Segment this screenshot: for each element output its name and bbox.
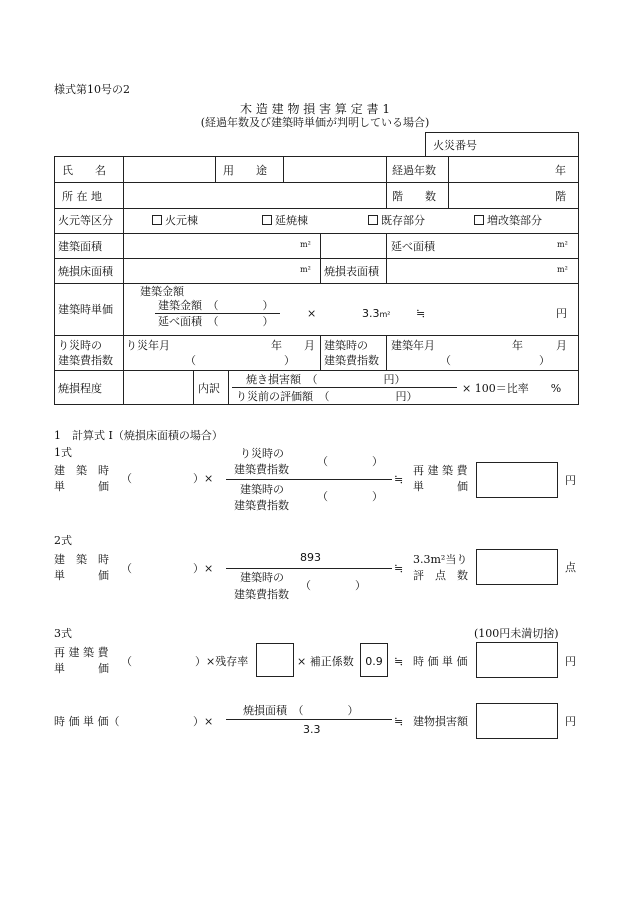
year-label: 年 xyxy=(271,339,282,352)
built-cost-index-label-2: 建築費指数 xyxy=(324,354,379,367)
approx-sign: ≒ xyxy=(394,473,404,486)
floors-label: 階 数 xyxy=(392,190,436,203)
approx-sign: ≒ xyxy=(394,562,404,575)
form-subtitle: (経過年数及び建築時単価が判明している場合) xyxy=(200,116,430,129)
burnt-surface-area-label: 焼損表面積 xyxy=(324,265,379,278)
f2-right-2: 評 点 数 xyxy=(413,569,468,582)
m2-unit: m² xyxy=(300,240,311,249)
open-paren: （ xyxy=(121,562,132,575)
fire-cost-index-label-2: 建築費指数 xyxy=(58,354,113,367)
f1-denominator-2: 建築費指数 xyxy=(234,499,289,512)
elapsed-years-label: 経過年数 xyxy=(392,164,436,177)
formula-2-left-1: 建 築 時 xyxy=(54,553,109,566)
unit-price-label: 建築時単価 xyxy=(58,303,113,316)
form-title: 木 造 建 物 損 害 算 定 書 1 xyxy=(240,102,390,116)
construction-amount: 建築金額 xyxy=(140,285,184,298)
f1-right-2: 単 価 xyxy=(413,480,468,493)
f2-numerator: 893 xyxy=(300,551,321,564)
approx-sign: ≒ xyxy=(394,715,404,728)
building-damage-box[interactable] xyxy=(476,703,558,739)
usage-label: 用 途 xyxy=(223,164,267,177)
f1-denominator-paren: （ ） xyxy=(317,490,383,503)
yen-unit: 円 xyxy=(565,474,576,487)
approx-sign: ≒ xyxy=(394,655,404,668)
correction-value: 0.9 xyxy=(365,655,383,668)
built-cost-index-label: 建築時の xyxy=(324,339,368,352)
yen-unit: 円 xyxy=(565,715,576,728)
f4-right: 建物損害額 xyxy=(413,715,468,728)
construction-amount-numerator: 建築金額 （ ） xyxy=(158,299,274,312)
times-sign: × xyxy=(307,307,317,320)
breakdown-label: 内訳 xyxy=(198,382,220,395)
f4-left: 時 価 単 価（ xyxy=(54,715,120,728)
formula-1-left-1: 建 築 時 xyxy=(54,464,109,477)
pre-fire-value: り災前の評価額 （ 円） xyxy=(236,390,418,403)
damage-degree-label: 焼損程度 xyxy=(58,382,102,395)
residual-rate: ）×残存率 xyxy=(195,655,249,668)
f1-denominator-1: 建築時の xyxy=(240,483,284,496)
origin-label: 火元等区分 xyxy=(58,214,113,227)
close-times: ）× xyxy=(193,562,214,575)
built-year-month: 建築年月 xyxy=(391,339,435,352)
usage-field[interactable] xyxy=(284,157,386,182)
burnt-floor-area-label: 焼損床面積 xyxy=(58,265,113,278)
month-label: 月 xyxy=(556,339,567,352)
checkbox-spread[interactable]: 延焼棟 xyxy=(262,215,308,226)
open-paren: （ xyxy=(121,655,132,668)
checkbox-icon xyxy=(152,215,162,225)
f1-numerator-2: 建築費指数 xyxy=(234,463,289,476)
rounding-note: (100円未満切捨) xyxy=(474,627,559,640)
fire-index-paren: （ ） xyxy=(185,354,295,367)
approx-sign: ≒ xyxy=(416,307,426,320)
checkbox-origin[interactable]: 火元棟 xyxy=(152,215,198,226)
close-times: ）× xyxy=(193,715,214,728)
checkbox-extension[interactable]: 増改築部分 xyxy=(474,215,542,226)
year-label: 年 xyxy=(512,339,523,352)
f2-denominator-1: 建築時の xyxy=(240,571,284,584)
month-label: 月 xyxy=(304,339,315,352)
name-label: 氏 名 xyxy=(62,164,106,177)
yen-unit: 円 xyxy=(565,655,576,668)
coefficient-33: 3.3m² xyxy=(362,307,391,320)
formula-3-left-2: 単 価 xyxy=(54,662,109,675)
f1-numerator-paren: （ ） xyxy=(317,455,383,468)
burn-damage-amount: 焼き損害額 （ 円） xyxy=(246,373,406,386)
m2-unit: m² xyxy=(300,265,311,274)
close-times: ）× xyxy=(193,472,214,485)
f2-denominator-paren: （ ） xyxy=(300,579,366,592)
m2-unit: m² xyxy=(557,265,568,274)
formula-2-left-2: 単 価 xyxy=(54,569,109,582)
total-floor-area-label: 延べ面積 xyxy=(391,240,435,253)
rebuild-unit-price-box[interactable] xyxy=(476,462,558,498)
residual-rate-box[interactable] xyxy=(256,643,294,677)
f1-numerator-1: り災時の xyxy=(240,447,284,460)
m2-unit: m² xyxy=(557,240,568,249)
total-area-denominator: 延べ面積 （ ） xyxy=(158,315,274,328)
floor-unit: 階 xyxy=(555,190,566,203)
checkbox-icon xyxy=(262,215,272,225)
building-area-label: 建築面積 xyxy=(58,240,102,253)
year-unit: 年 xyxy=(555,164,566,177)
formula-1-left-2: 単 価 xyxy=(54,480,109,493)
yen-unit: 円 xyxy=(556,307,567,320)
score-per-33m2-box[interactable] xyxy=(476,549,558,585)
formula-3-label: 3式 xyxy=(54,627,72,640)
formula-3-left-1: 再 建 築 費 xyxy=(54,646,109,659)
f2-right-1: 3.3m²当り xyxy=(413,553,468,566)
fire-year-month: り災年月 xyxy=(126,339,170,352)
name-field[interactable] xyxy=(124,157,215,182)
address-field[interactable] xyxy=(124,183,386,208)
form-number: 様式第10号の2 xyxy=(54,83,130,96)
f4-denominator: 3.3 xyxy=(303,723,321,736)
checkbox-icon xyxy=(368,215,378,225)
address-label: 所 在 地 xyxy=(62,190,102,203)
f2-denominator-2: 建築費指数 xyxy=(234,588,289,601)
section-title: 1 計算式 I（焼損床面積の場合） xyxy=(54,429,223,442)
fire-number-label: 火災番号 xyxy=(433,139,477,152)
correction-factor: × 補正係数 xyxy=(297,655,354,668)
formula-2-label: 2式 xyxy=(54,534,72,547)
checkbox-icon xyxy=(474,215,484,225)
point-unit: 点 xyxy=(565,561,576,574)
ratio-text: × 100＝比率 % xyxy=(462,382,562,395)
f3-right: 時 価 単 価 xyxy=(413,655,468,668)
f1-right-1: 再 建 築 費 xyxy=(413,464,468,477)
formula-1-label: 1式 xyxy=(54,446,72,459)
f4-numerator: 焼損面積 （ ） xyxy=(243,704,359,717)
fire-cost-index-label: り災時の xyxy=(58,339,102,352)
built-index-paren: （ ） xyxy=(440,354,550,367)
open-paren: （ xyxy=(121,472,132,485)
checkbox-existing[interactable]: 既存部分 xyxy=(368,215,425,226)
market-unit-price-box[interactable] xyxy=(476,642,558,678)
